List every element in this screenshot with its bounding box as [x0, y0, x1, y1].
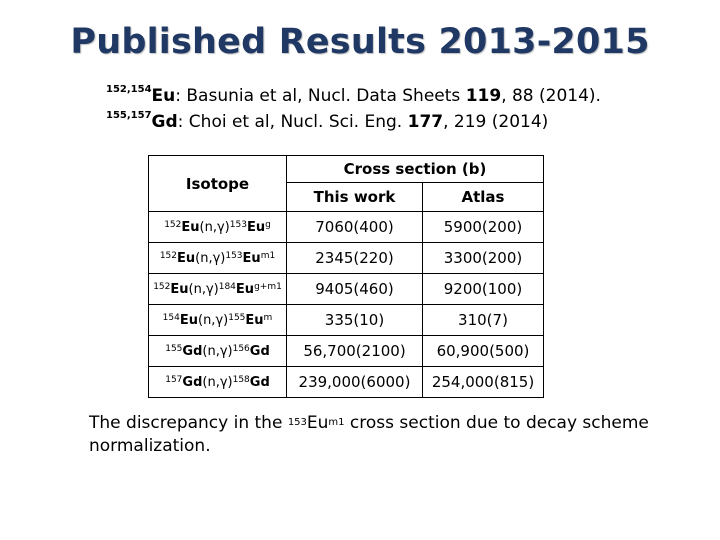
reference-volume: 119: [465, 86, 502, 106]
isotope-element-product: Gd: [249, 343, 270, 359]
isotope-mass-target: 152: [164, 219, 182, 230]
footnote-element: Eu: [306, 413, 329, 433]
footnote-text-after: cross section due to decay scheme normalization.: [89, 413, 649, 456]
isotope-element-target: Gd: [182, 343, 203, 359]
this-work-value: 9405(460): [287, 274, 423, 305]
isotope-state: g+m1: [254, 281, 282, 292]
isotope-state: m: [263, 312, 273, 323]
slide-title: Published Results 2013-2015: [70, 22, 650, 62]
isotope-cell: [149, 336, 287, 367]
isotope-reaction: (n,γ): [198, 312, 229, 328]
footnote-state: m1: [328, 417, 345, 428]
isotope-mass-product: 153: [225, 250, 243, 261]
header-cross-section: Cross section (b): [287, 156, 544, 183]
isotope-mass-target: 152: [153, 281, 171, 292]
isotope-reaction: (n,γ): [199, 219, 230, 235]
header-this-work: This work: [287, 183, 423, 212]
reference-citation: : Basunia et al, Nucl. Data Sheets: [175, 86, 466, 106]
isotope-state: g: [265, 219, 271, 230]
table-row: [149, 212, 544, 243]
reference-mass-number: 152,154: [106, 84, 152, 95]
isotope-cell: [149, 212, 287, 243]
atlas-value: 254,000(815): [423, 367, 544, 398]
table-row: [149, 305, 544, 336]
isotope-cell: [149, 243, 287, 274]
atlas-value: 310(7): [423, 305, 544, 336]
isotope-element-target: Eu: [181, 219, 200, 235]
table-body: [149, 212, 544, 398]
isotope-mass-product: 156: [232, 343, 250, 354]
table-row: [149, 274, 544, 305]
reference-eu: [106, 86, 601, 106]
isotope-mass-target: 157: [165, 374, 183, 385]
isotope-element-product: Eu: [245, 312, 264, 328]
isotope-element-product: Eu: [246, 219, 266, 235]
this-work-value: 2345(220): [287, 243, 423, 274]
reference-pages-year: , 88 (2014).: [501, 86, 601, 106]
reference-citation: : Choi et al, Nucl. Sci. Eng.: [177, 112, 408, 132]
isotope-reaction: (n,γ): [202, 374, 233, 390]
this-work-value: 56,700(2100): [287, 336, 423, 367]
isotope-element-product: Eu: [242, 250, 261, 266]
footnote-mass-number: 153: [287, 417, 307, 428]
header-isotope: Isotope: [149, 156, 287, 212]
isotope-mass-product: 158: [232, 374, 250, 385]
isotope-reaction: (n,γ): [195, 250, 226, 266]
table-row: [149, 367, 544, 398]
isotope-cell: [149, 305, 287, 336]
isotope-mass-target: 155: [165, 343, 183, 354]
isotope-cell: [149, 274, 287, 305]
isotope-mass-product: 155: [228, 312, 246, 323]
isotope-element-product: Eu: [235, 281, 255, 297]
atlas-value: 3300(200): [423, 243, 544, 274]
table-row: [149, 336, 544, 367]
atlas-value: 60,900(500): [423, 336, 544, 367]
this-work-value: 7060(400): [287, 212, 423, 243]
atlas-value: 5900(200): [423, 212, 544, 243]
isotope-state: m1: [260, 250, 276, 261]
reference-element: Eu: [151, 86, 176, 106]
reference-mass-number: 155,157: [106, 110, 152, 121]
cross-section-table: [148, 155, 544, 398]
header-atlas: Atlas: [423, 183, 544, 212]
isotope-element-target: Gd: [182, 374, 203, 390]
atlas-value: 9200(100): [423, 274, 544, 305]
isotope-element-product: Gd: [249, 374, 270, 390]
table-row: [149, 243, 544, 274]
reference-gd: [106, 112, 548, 132]
isotope-reaction: (n,γ): [188, 281, 219, 297]
footnote-text-before: The discrepancy in the: [89, 413, 288, 433]
isotope-mass-product: 184: [218, 281, 236, 292]
isotope-element-target: Eu: [179, 312, 198, 328]
isotope-reaction: (n,γ): [202, 343, 233, 359]
isotope-mass-target: 154: [162, 312, 180, 323]
isotope-mass-product: 153: [229, 219, 247, 230]
reference-pages-year: , 219 (2014): [443, 112, 549, 132]
isotope-element-target: Eu: [177, 250, 196, 266]
isotope-cell: [149, 367, 287, 398]
reference-element: Gd: [151, 112, 178, 132]
footnote: [89, 412, 649, 458]
this-work-value: 335(10): [287, 305, 423, 336]
isotope-element-target: Eu: [170, 281, 189, 297]
reference-volume: 177: [407, 112, 444, 132]
this-work-value: 239,000(6000): [287, 367, 423, 398]
isotope-mass-target: 152: [159, 250, 177, 261]
